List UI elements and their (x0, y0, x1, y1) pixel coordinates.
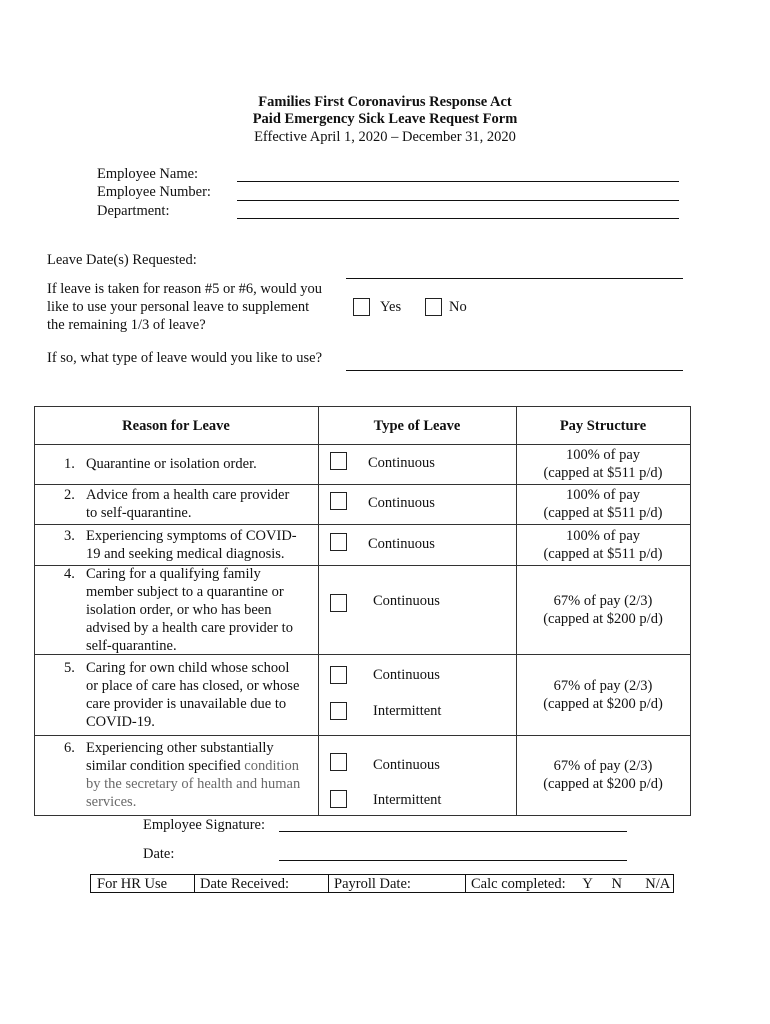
form-title-act: Families First Coronavirus Response Act (258, 94, 512, 110)
calc-na-option[interactable]: N/A (645, 876, 671, 892)
supplement-question-line1: If leave is taken for reason #5 or #6, would you (47, 281, 323, 297)
pay-structure: 100% of pay (565, 447, 641, 463)
header-pay: Pay Structure (559, 418, 647, 434)
calc-completed-label: Calc completed: (471, 876, 566, 892)
reason-text: Experiencing symptoms of COVID- (86, 528, 297, 544)
type-label: Continuous (368, 455, 435, 471)
pay-structure: 67% of pay (2/3) (553, 678, 653, 694)
header-type: Type of Leave (373, 418, 461, 434)
reason-text: to self-quarantine. (86, 505, 192, 521)
date-received-label[interactable]: Date Received: (200, 876, 289, 892)
leave-dates-label: Leave Date(s) Requested: (47, 252, 197, 268)
date-label: Date: (143, 846, 175, 862)
department-field[interactable] (237, 218, 679, 219)
signature-field[interactable] (279, 831, 627, 832)
pay-structure: 67% of pay (2/3) (553, 758, 653, 774)
pay-cap: (capped at $511 p/d) (543, 465, 663, 481)
calc-completed[interactable] (465, 875, 675, 892)
row-number: 2. (64, 487, 75, 503)
hr-use-box (90, 874, 674, 893)
type-label: Intermittent (373, 792, 442, 808)
reason1-continuous-checkbox[interactable] (330, 452, 347, 470)
reason-text: by the secretary of health and human (86, 776, 301, 792)
reason-text: similar condition specified condition (86, 758, 300, 774)
type-label: Continuous (368, 495, 435, 511)
yes-label: Yes (380, 299, 402, 315)
reason4-continuous-checkbox[interactable] (330, 594, 347, 612)
pay-cap: (capped at $200 p/d) (543, 776, 663, 792)
reason-text: self-quarantine. (86, 638, 177, 654)
pay-cap: (capped at $200 p/d) (543, 611, 663, 627)
type-label: Continuous (368, 536, 435, 552)
leave-type-question: If so, what type of leave would you like to use? (47, 350, 323, 366)
reason3-continuous-checkbox[interactable] (330, 533, 347, 551)
type-label: Continuous (373, 593, 440, 609)
supplement-question-line2: like to use your personal leave to supplement (47, 299, 310, 315)
pay-structure: 67% of pay (2/3) (553, 593, 653, 609)
row-number: 4. (64, 566, 75, 582)
pay-structure: 100% of pay (565, 528, 641, 544)
reason-text: Caring for own child whose school (86, 660, 290, 676)
department-label: Department: (97, 203, 170, 219)
reason5-continuous-checkbox[interactable] (330, 666, 347, 684)
for-hr-use-label: For HR Use (97, 876, 168, 892)
supplement-question-line3: the remaining 1/3 of leave? (47, 317, 206, 333)
reason-text: services. (86, 794, 137, 810)
reason-text: isolation order, or who has been (86, 602, 272, 618)
signature-label: Employee Signature: (143, 817, 266, 833)
row-number: 3. (64, 528, 75, 544)
reason-text: or place of care has closed, or whose (86, 678, 300, 694)
type-label: Continuous (373, 667, 440, 683)
pay-cap: (capped at $200 p/d) (543, 696, 663, 712)
reason6-intermittent-checkbox[interactable] (330, 790, 347, 808)
type-label: Continuous (373, 757, 440, 773)
reason-text: Caring for a qualifying family (86, 566, 261, 582)
reason5-intermittent-checkbox[interactable] (330, 702, 347, 720)
calc-no-option[interactable]: N (611, 876, 623, 892)
yes-checkbox[interactable] (353, 298, 370, 316)
date-field[interactable] (279, 860, 627, 861)
employee-number-label: Employee Number: (97, 184, 211, 200)
reason-text: member subject to a quarantine or (86, 584, 284, 600)
form-effective-dates: Effective April 1, 2020 – December 31, 2020 (254, 129, 516, 145)
header-reason: Reason for Leave (122, 418, 230, 434)
form-title: Paid Emergency Sick Leave Request Form (252, 111, 518, 127)
reason2-continuous-checkbox[interactable] (330, 492, 347, 510)
pay-cap: (capped at $511 p/d) (543, 505, 663, 521)
leave-type-field[interactable] (346, 370, 683, 371)
type-label: Intermittent (373, 703, 442, 719)
reason6-continuous-checkbox[interactable] (330, 753, 347, 771)
reason-text: Quarantine or isolation order. (86, 456, 257, 472)
no-label: No (449, 299, 467, 315)
reason-text: advised by a health care provider to (86, 620, 293, 636)
employee-number-field[interactable] (237, 200, 679, 201)
leave-dates-field[interactable] (346, 278, 683, 279)
pay-structure: 100% of pay (565, 487, 641, 503)
no-checkbox[interactable] (425, 298, 442, 316)
employee-name-field[interactable] (237, 181, 679, 182)
calc-yes-option[interactable]: Y (582, 876, 593, 892)
reason-text: COVID-19. (86, 714, 155, 730)
reason-text: 19 and seeking medical diagnosis. (86, 546, 285, 562)
row-number: 5. (64, 660, 75, 676)
reason-text: Advice from a health care provider (86, 487, 290, 503)
pay-cap: (capped at $511 p/d) (543, 546, 663, 562)
payroll-date-label[interactable]: Payroll Date: (334, 876, 411, 892)
reason-text: care provider is unavailable due to (86, 696, 287, 712)
reason-text: Experiencing other substantially (86, 740, 274, 756)
employee-name-label: Employee Name: (97, 166, 199, 182)
row-number: 6. (64, 740, 75, 756)
row-number: 1. (64, 456, 75, 472)
